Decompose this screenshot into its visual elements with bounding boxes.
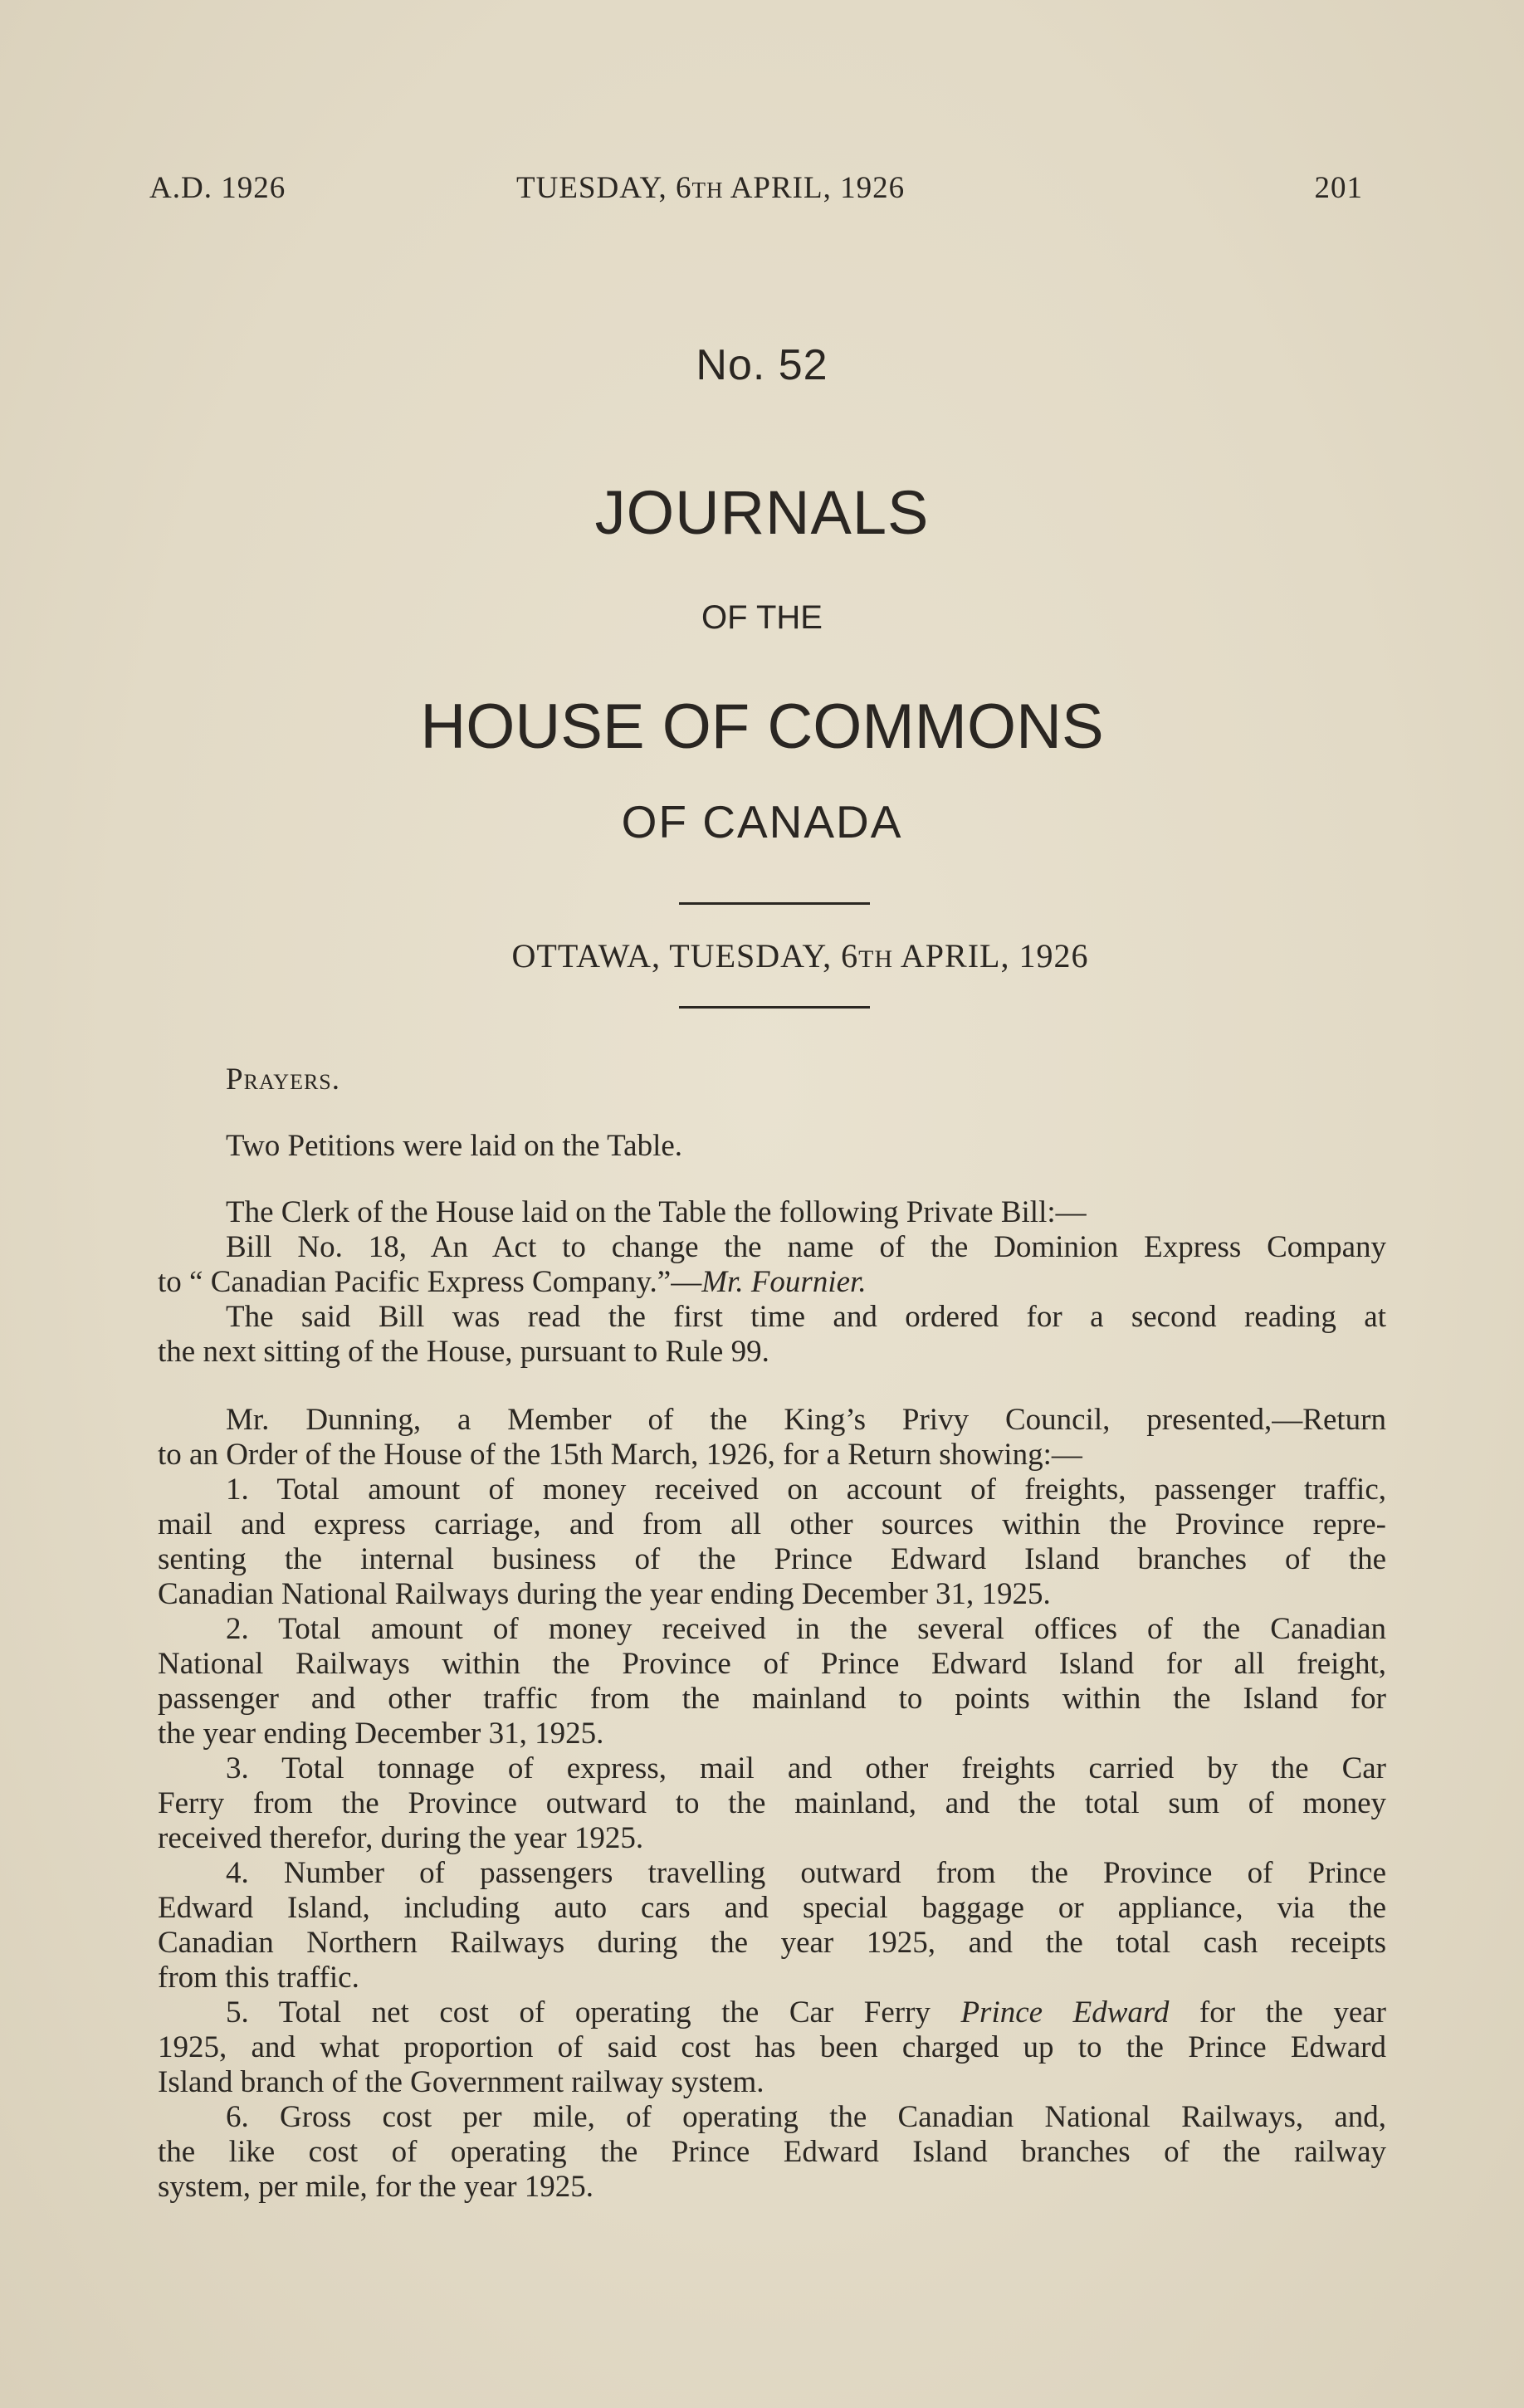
text-line: Island branch of the Government railway system.: [158, 2065, 764, 2099]
dateline: [0, 936, 1524, 975]
petitions-paragraph: [158, 1129, 1386, 1164]
title-rule-top: [679, 902, 870, 905]
text-line: 1. Total amount of money received on account of freights, passenger traffic,: [226, 1473, 1386, 1507]
journal-number: No. 52: [696, 341, 828, 389]
text-line: mail and express carriage, and from all other sources within the Province repre-: [158, 1507, 1386, 1541]
text-line: 1925, and what proportion of said cost has been charged up to the Prince Edward: [158, 2030, 1386, 2064]
item5-post: for the year: [1169, 1995, 1386, 2029]
page-number: 201: [1314, 171, 1363, 205]
text-line: to an Order of the House of the 15th March, 1926, for a Return showing:—: [158, 1438, 1082, 1472]
text-line: [158, 1995, 1386, 2030]
text-line: Edward Island, including auto cars and special baggage or appliance, via the: [158, 1891, 1386, 1925]
text-line: 3. Total tonnage of express, mail and other freights carried by the Car: [226, 1751, 1386, 1785]
of-canada-heading: OF CANADA: [621, 796, 903, 847]
house-of-commons-heading: HOUSE OF COMMONS: [420, 691, 1104, 762]
text-line: senting the internal business of the Prince Edward Island branches of the: [158, 1542, 1386, 1576]
text-line: [158, 1265, 1386, 1300]
journals-heading: JOURNALS: [594, 478, 930, 547]
text-line: the like cost of operating the Prince Edward Island branches of the railway: [158, 2135, 1386, 2169]
return-section: [158, 1403, 1386, 2205]
running-head-date-pre: TUESDAY, 6: [516, 171, 692, 205]
text-line: 2. Total amount of money received in the several offices of the Canadian: [226, 1612, 1386, 1646]
text-line: The Clerk of the House laid on the Table the following Private Bill:—: [226, 1195, 1087, 1229]
text-line: the year ending December 31, 1925.: [158, 1717, 604, 1751]
text-line: system, per mile, for the year 1925.: [158, 2170, 594, 2204]
ferry-name: Prince Edward: [960, 1995, 1170, 2029]
dateline-post: APRIL, 1926: [893, 937, 1089, 974]
text-line: received therefor, during the year 1925.: [158, 1821, 644, 1855]
running-head-date-ordinal: TH: [691, 178, 724, 203]
text-line: from this traffic.: [158, 1961, 359, 1995]
text-line: the next sitting of the House, pursuant to Rule 99.: [158, 1335, 769, 1369]
running-head-date: [516, 170, 905, 206]
text-line: National Railways within the Province of Prince Edward Island for all freight,: [158, 1647, 1386, 1681]
item5-pre: 5. Total net cost of operating the Car Ferry: [226, 1995, 961, 2029]
bill-mover: Mr. Fournier.: [701, 1265, 867, 1299]
dateline-pre: OTTAWA, TUESDAY, 6: [511, 937, 859, 974]
text-line: 6. Gross cost per mile, of operating the Canadian National Railways, and,: [226, 2100, 1386, 2134]
text-line: Canadian National Railways during the year ending December 31, 1925.: [158, 1577, 1051, 1611]
running-head-date-post: APRIL, 1926: [723, 171, 906, 205]
prayers-heading: Prayers.: [226, 1062, 341, 1097]
text-line: Mr. Dunning, a Member of the King’s Privy Council, presented,—Return: [226, 1403, 1386, 1437]
text-line: Ferry from the Province outward to the mainland, and the total sum of money: [158, 1786, 1386, 1820]
text-line: The said Bill was read the first time and ordered for a second reading at: [226, 1300, 1386, 1334]
title-rule-bottom: [679, 1006, 870, 1009]
running-head-year: A.D. 1926: [149, 171, 286, 205]
bill-name-text: to “ Canadian Pacific Express Company.”—: [158, 1265, 702, 1299]
running-head: [149, 170, 1375, 212]
of-the-heading: OF THE: [701, 599, 823, 636]
text-line: passenger and other traffic from the mainland to points within the Island for: [158, 1682, 1386, 1716]
text-line: 4. Number of passengers travelling outward from the Province of Prince: [226, 1856, 1386, 1890]
text-line: Bill No. 18, An Act to change the name of the Dominion Express Company: [226, 1230, 1386, 1264]
text-line: Two Petitions were laid on the Table.: [226, 1129, 683, 1163]
private-bill-section: [158, 1195, 1386, 1370]
text-line: Canadian Northern Railways during the year 1925, and the total cash receipts: [158, 1926, 1386, 1960]
dateline-ordinal: TH: [858, 945, 894, 973]
